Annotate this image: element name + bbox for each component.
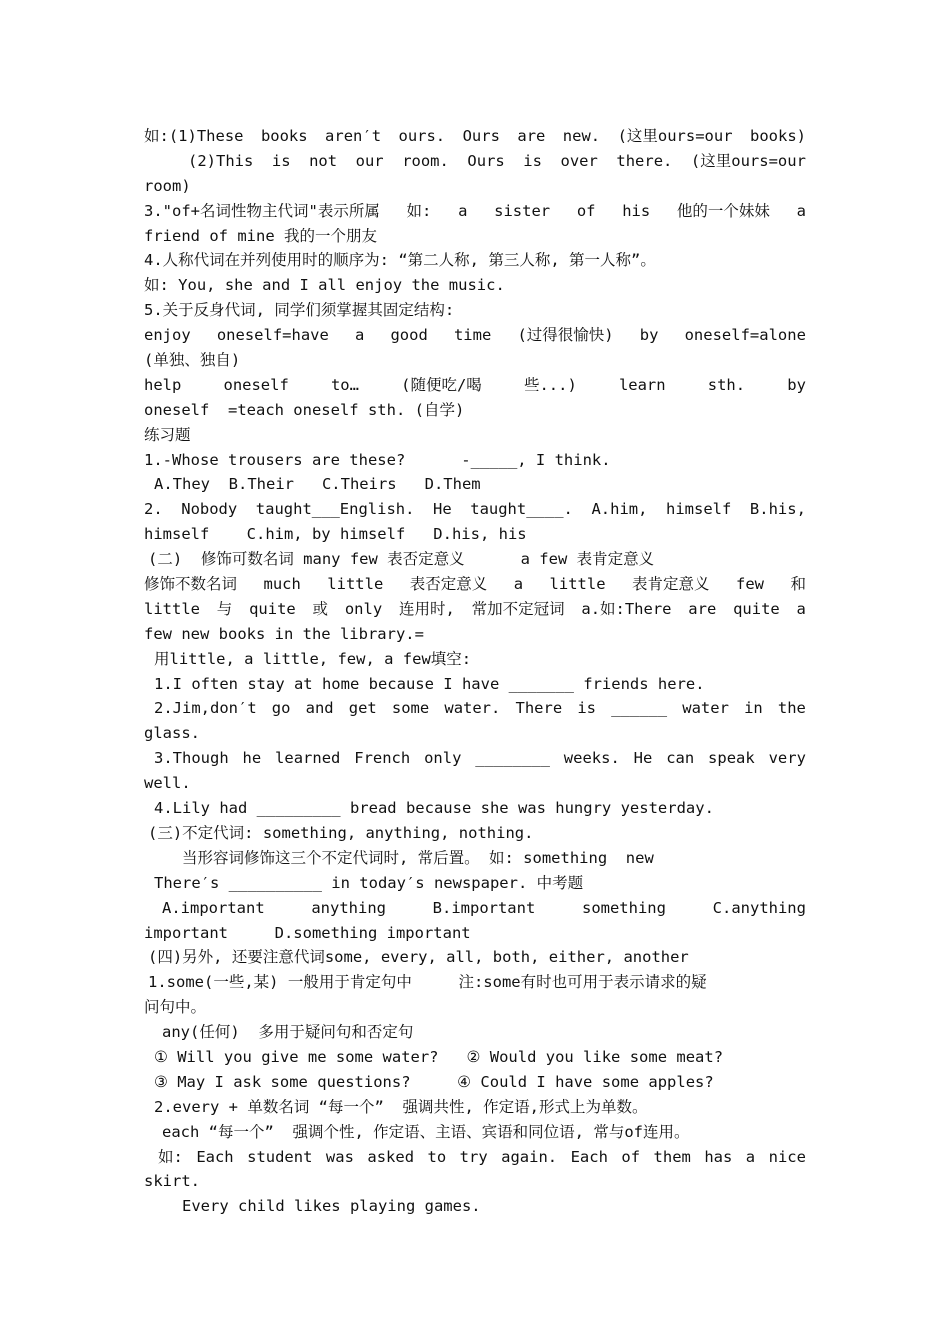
text-line: (三)不定代词: something, anything, nothing. [148,823,534,842]
word: quite [733,599,780,618]
word: B.important [432,898,536,917]
word: and [305,699,334,718]
word: 与 [216,599,233,618]
text-line: few new books in the library.= [144,624,424,643]
text-line: (单独、独自) [144,351,241,370]
word: 修饰不数名词 [144,575,238,594]
word: much [263,575,301,594]
word: a [354,326,365,345]
word: over [560,151,598,170]
text-line: skirt. [144,1172,200,1191]
text-line [144,1145,806,1170]
word: B.his, [749,500,806,519]
word: get [348,699,377,718]
text-line [144,124,806,149]
word: only [424,749,462,768]
text-line: 如: You, she and I all enjoy the music. [144,276,505,295]
word: water. [444,699,501,718]
word: taught____. [470,500,573,519]
word: books [260,127,308,145]
word: sister [494,201,551,220]
text-line: 4.Lily had _________ bread because she was hungry yesterday. [154,799,714,818]
word: a [745,1147,756,1166]
text-line [144,149,806,174]
word: asked [367,1147,415,1166]
word: aren′t [325,127,382,145]
word: to… [330,375,359,394]
text-line [144,746,806,771]
word: ours. [398,127,446,145]
text-line: 5.关于反身代词, 同学们须掌握其固定结构: [144,301,455,320]
word: few [736,575,764,594]
word: a [513,575,524,594]
word: C.anything [712,898,806,917]
word: 2. [144,500,163,519]
word: Ours [462,127,500,145]
word: (这里ours=our [617,127,733,145]
word: 常加不定冠词 [471,599,565,618]
text-line: oneself =teach oneself sth. (自学) [144,400,465,419]
word: French [354,749,411,768]
word: (随便吃/喝 [401,375,482,394]
word: is [523,151,542,170]
word: time [453,326,492,345]
text-line: friend of mine 我的一个朋友 [144,226,377,245]
word: some [391,699,430,718]
word: sth. [707,375,746,394]
word: Nobody [181,500,238,519]
word: 表否定意义 [409,575,488,594]
text-line [144,199,806,224]
word: ________ [475,749,550,768]
word: taught___English. [255,500,415,519]
word: 如: [158,1147,183,1166]
text-line: 当形容词修饰这三个不定代词时, 常后置。 如: something new [182,848,654,867]
word: 连用时, [398,599,455,618]
word: oneself=have [216,326,329,345]
word: water [682,699,729,718]
text-line: 练习题 [144,425,191,444]
word: in [744,699,763,718]
word: is [271,151,291,170]
word: a [796,201,806,220]
word: weeks. [563,749,620,768]
word: very [768,749,806,768]
word: 2.Jim,don′t [154,699,257,718]
word: not [309,151,338,170]
word: Each [196,1147,234,1166]
text-line: 问句中。 [144,998,207,1017]
word: He [633,749,653,768]
word: new. [562,127,601,145]
text-line [144,572,806,597]
word: 和 [790,575,806,594]
word: nice [768,1147,806,1166]
word: try [459,1147,488,1166]
word: are [517,127,546,145]
text-line: 用little, a little, few, a few填空: [154,649,472,668]
word: there. [616,151,673,170]
word: He [433,500,452,519]
text-line: 4.人称代词在并列使用时的顺序为: “第二人称, 第三人称, 第一人称”。 [144,251,656,270]
word: has [704,1147,733,1166]
word: room. [402,151,449,170]
text-line: Every child likes playing games. [182,1197,481,1216]
text-line: 1.I often stay at home because I have _______ friends here. [154,674,705,693]
word: quite [249,599,296,618]
word: 如:(1)These [144,127,244,145]
word: books) [750,127,806,145]
word: learn [618,375,666,394]
text-line: There′s __________ in today′s newspaper. 中考题 [154,873,584,892]
text-line: (四)另外, 还要注意代词some, every, all, both, either, another [148,948,689,967]
word: to [427,1147,447,1166]
word: speak [708,749,755,768]
word: 3."of+名词性物主代词"表示所属 [144,201,380,220]
text-line: important D.something important [144,923,471,942]
word: was [325,1147,354,1166]
text-line: 1.-Whose trousers are these? -_____, I think. [144,450,611,469]
document-body [144,124,806,1219]
word: oneself=alone [684,326,806,345]
word: by [787,375,806,394]
word: little [327,575,384,594]
text-line: each “每一个” 强调个性, 作定语、主语、宾语和同位语, 常与of连用。 [162,1122,690,1141]
word: can [666,749,695,768]
word: good [390,326,428,345]
text-line [144,896,806,921]
word: little [144,599,200,618]
word: 3.Though [154,749,229,768]
word: again. [501,1147,558,1166]
word: ______ [611,699,668,718]
word: 些...) [523,375,577,394]
text-line [144,323,806,348]
word: (2)This [188,151,254,170]
word: by [639,326,659,345]
word: are [688,599,717,618]
word: (这里ours=our [690,151,806,170]
text-line: ③ May I ask some questions? ④ Could I have some apples? [154,1072,714,1091]
word: oneself [223,375,289,394]
word: A.him, [591,500,648,519]
word: of [621,1147,641,1166]
word: 或 [312,599,329,618]
word: them [653,1147,691,1166]
word: enjoy [144,326,191,345]
text-line: well. [144,774,191,793]
text-line [144,696,806,721]
word: is [577,699,596,718]
word: a [796,599,806,618]
text-line [144,597,806,622]
text-line: room) [144,176,191,195]
word: Each [570,1147,608,1166]
word: our [355,151,384,170]
word: 他的一个妹妹 [676,201,770,220]
word: himself [666,500,732,519]
word: A.important [162,898,265,917]
word: There [515,699,563,718]
text-line: any(任何) 多用于疑问句和否定句 [162,1023,414,1042]
word: student [247,1147,313,1166]
word: learned [275,749,341,768]
word: (过得很愉快) [517,326,614,345]
word: help [144,375,182,394]
text-line [144,497,806,522]
word: go [271,699,291,718]
text-line: 1.some(一些,某) 一般用于肯定句中 注:some有时也可用于表示请求的疑 [148,973,707,992]
word: something [581,898,666,917]
word: anything [311,898,386,917]
word: a.如:There [581,599,672,618]
text-line: glass. [144,724,200,743]
word: the [777,699,806,718]
word: a [458,201,468,220]
word: 表肯定意义 [632,575,710,594]
text-line: himself C.him, by himself D.his, his [144,525,527,544]
text-line [144,373,806,398]
text-line: (二) 修饰可数名词 many few 表否定意义 a few 表肯定意义 [148,550,655,569]
word: of [576,201,596,220]
word: 如: [406,201,432,220]
word: his [622,201,651,220]
text-line: 2.every + 单数名词 “每一个” 强调共性, 作定语,形式上为单数。 [154,1097,648,1116]
word: little [549,575,606,594]
text-line: ① Will you give me some water? ② Would you like some meat? [154,1047,724,1066]
text-line: A.They B.Their C.Theirs D.Them [154,475,481,494]
word: he [242,749,262,768]
word: Ours [467,151,505,170]
word: only [344,599,383,618]
